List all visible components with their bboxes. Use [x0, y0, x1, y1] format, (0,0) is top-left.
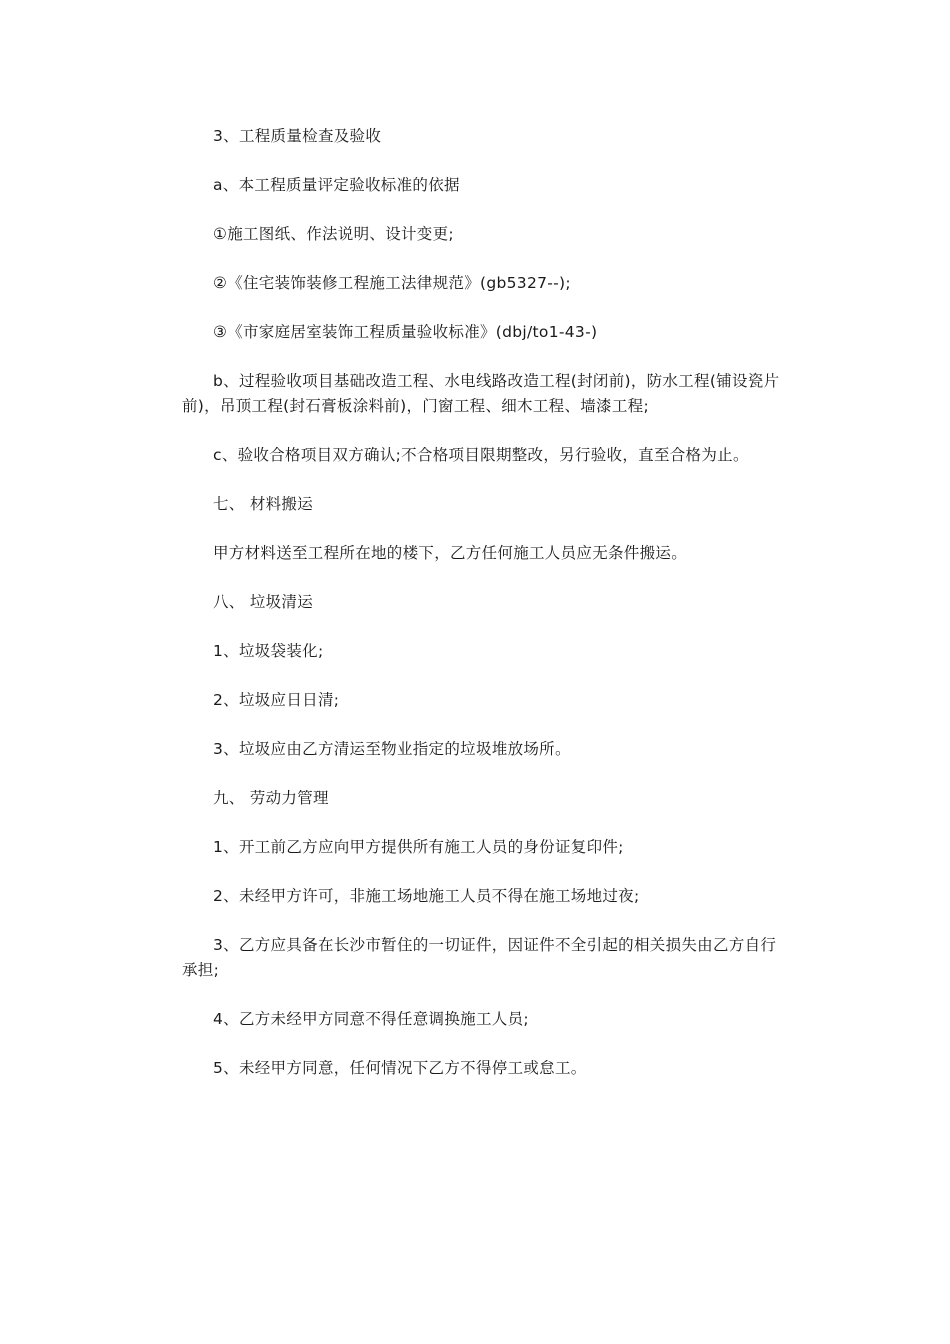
document-body	[182, 124, 782, 1105]
list-item: 4、乙方未经甲方同意不得任意调换施工人员;	[213, 1010, 529, 1028]
paragraph: 3、工程质量检查及验收	[213, 127, 382, 145]
list-item: 2、未经甲方许可，非施工场地施工人员不得在施工场地过夜;	[213, 887, 640, 905]
list-item: 5、未经甲方同意，任何情况下乙方不得停工或怠工。	[213, 1059, 587, 1077]
section-heading: 八、 垃圾清运	[213, 593, 314, 611]
list-item: 3、垃圾应由乙方清运至物业指定的垃圾堆放场所。	[213, 740, 571, 758]
section-heading: 七、 材料搬运	[213, 495, 314, 513]
paragraph: c、验收合格项目双方确认;不合格项目限期整改，另行验收，直至合格为止。	[213, 446, 749, 464]
section-heading: 九、 劳动力管理	[213, 789, 329, 807]
paragraph: ①施工图纸、作法说明、设计变更;	[213, 225, 454, 243]
list-item: 2、垃圾应日日清;	[213, 691, 340, 709]
list-item: 1、垃圾袋装化;	[213, 642, 324, 660]
paragraph: ②《住宅装饰装修工程施工法律规范》(gb5327--);	[213, 274, 571, 292]
paragraph: ③《市家庭居室装饰工程质量验收标准》(dbj/to1-43-)	[213, 323, 598, 341]
paragraph: b、过程验收项目基础改造工程、水电线路改造工程(封闭前)，防水工程(铺设瓷片前)，吊顶工程(封石膏板涂料前)，门窗工程、细木工程、墙漆工程;	[182, 372, 780, 415]
list-item: 1、开工前乙方应向甲方提供所有施工人员的身份证复印件;	[213, 838, 624, 856]
paragraph: 甲方材料送至工程所在地的楼下，乙方任何施工人员应无条件搬运。	[213, 544, 688, 562]
paragraph: a、本工程质量评定验收标准的依据	[213, 176, 460, 194]
list-item: 3、乙方应具备在长沙市暂住的一切证件，因证件不全引起的相关损失由乙方自行承担;	[182, 936, 777, 979]
